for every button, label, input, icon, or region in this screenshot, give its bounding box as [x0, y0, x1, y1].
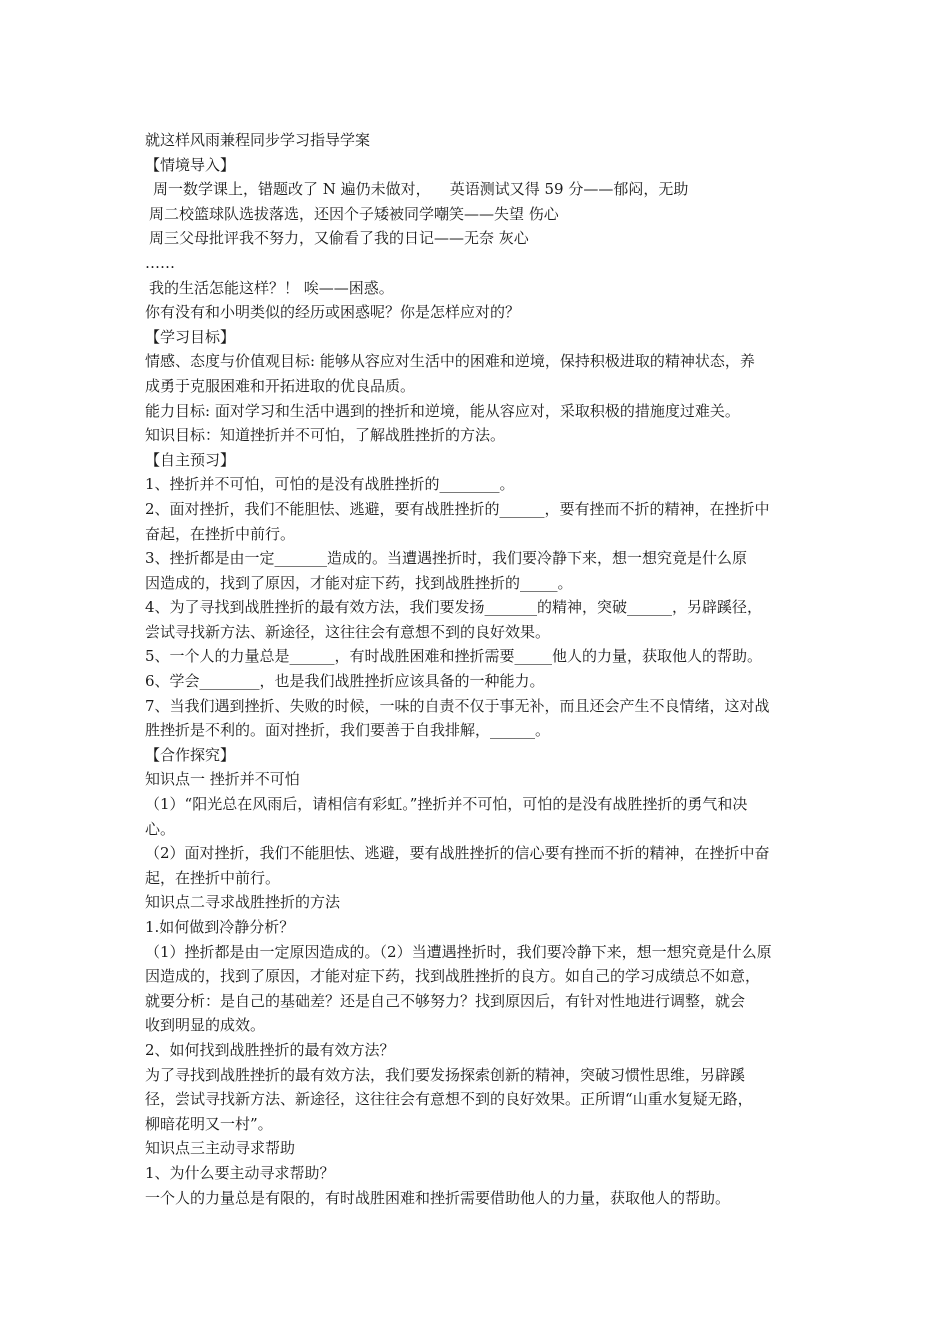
section-heading-intro: 【情境导入】	[145, 155, 236, 174]
intro-line: ……	[145, 253, 175, 272]
preview-line: 因造成的，找到了原因，才能对症下药，找到战胜挫折的_____。	[145, 573, 573, 592]
explore-line: 就要分析：是自己的基础差？还是自己不够努力？找到原因后，有针对性地进行调整，就会	[145, 991, 746, 1010]
document-body	[145, 128, 815, 1210]
preview-line: 3、挫折都是由一定_______造成的。当遭遇挫折时，我们要冷静下来，想一想究竟是什么原	[145, 549, 748, 568]
explore-line: 柳暗花明又一村”。	[145, 1114, 273, 1133]
explore-line: 收到明显的成效。	[145, 1016, 266, 1035]
intro-line: 周一数学课上，错题改了 N 遍仍未做对， 英语测试又得 59 分——郁闷，无助	[153, 180, 689, 199]
explore-line: （2）面对挫折，我们不能胆怯、逃避，要有战胜挫折的信心要有挫而不折的精神，在挫折中奋	[145, 844, 770, 863]
goals-line: 成勇于克服困难和开拓进取的优良品质。	[145, 376, 416, 395]
intro-line: 我的生活怎能这样？！ 唉——困惑。	[149, 278, 394, 297]
goals-line: 能力目标: 面对学习和生活中遇到的挫折和逆境，能从容应对，采取积极的措施度过难关。	[145, 401, 740, 420]
preview-line: 7、当我们遇到挫折、失败的时候，一味的自责不仅于事无补，而且还会产生不良情绪，这对战	[145, 696, 770, 715]
explore-line: 1.如何做到冷静分析？	[145, 918, 295, 936]
preview-line: 奋起，在挫折中前行。	[145, 524, 296, 543]
section-heading-preview: 【自主预习】	[145, 450, 236, 469]
preview-line: 1、挫折并不可怕，可怕的是没有战胜挫折的________。	[145, 475, 515, 494]
explore-line: 起，在挫折中前行。	[145, 868, 281, 887]
explore-line: （1）挫折都是由一定原因造成的。（2）当遭遇挫折时，我们要冷静下来，想一想究竟是什么原	[145, 942, 772, 961]
explore-line: 径，尝试寻找新方法、新途径，这往往会有意想不到的良好效果。正所谓“山重水复疑无路，	[145, 1090, 753, 1109]
section-heading-goals: 【学习目标】	[145, 327, 236, 346]
preview-line: 尝试寻找新方法、新途径，这往往会有意想不到的良好效果。	[145, 622, 551, 641]
explore-line: 知识点一 挫折并不可怕	[145, 770, 300, 789]
section-heading-explore: 【合作探究】	[145, 745, 236, 764]
explore-line: 因造成的，找到了原因，才能对症下药，找到战胜挫折的良方。如自己的学习成绩总不如意，	[145, 967, 761, 986]
explore-line: 1、为什么要主动寻求帮助？	[145, 1163, 335, 1182]
preview-line: 4、为了寻找到战胜挫折的最有效方法，我们要发扬_______的精神，突破______，另辟蹊径，	[145, 598, 763, 617]
explore-line: 2、如何找到战胜挫折的最有效方法？	[145, 1040, 395, 1059]
intro-line: 你有没有和小明类似的经历或困惑呢？你是怎样应对的？	[145, 303, 521, 322]
intro-line: 周三父母批评我不努力，又偷看了我的日记——无奈 灰心	[149, 229, 529, 248]
preview-line: 胜挫折是不利的。面对挫折，我们要善于自我排解，______。	[145, 721, 551, 740]
preview-line: 6、学会________，也是我们战胜挫折应该具备的一种能力。	[145, 672, 545, 691]
document-title: 就这样风雨兼程同步学习指导学案	[145, 131, 371, 149]
preview-line: 2、面对挫折，我们不能胆怯、逃避，要有战胜挫折的______，要有挫而不折的精神，在挫折中	[145, 499, 770, 518]
explore-line: 为了寻找到战胜挫折的最有效方法，我们要发扬探索创新的精神，突破习惯性思维，另辟蹊	[145, 1065, 746, 1084]
explore-line: 知识点二寻求战胜挫折的方法	[145, 893, 341, 912]
preview-line: 5、一个人的力量总是______，有时战胜困难和挫折需要_____他人的力量，获取他人的帮助。	[145, 647, 763, 666]
goals-line: 情感、态度与价值观目标: 能够从容应对生活中的困难和逆境，保持积极进取的精神状态，养	[145, 352, 755, 371]
goals-line: 知识目标：知道挫折并不可怕，了解战胜挫折的方法。	[145, 426, 506, 445]
explore-line: （1）“阳光总在风雨后，请相信有彩虹。”挫折并不可怕，可怕的是没有战胜挫折的勇气和决	[145, 795, 748, 814]
explore-line: 知识点三主动寻求帮助	[145, 1139, 296, 1158]
explore-line: 一个人的力量总是有限的，有时战胜困难和挫折需要借助他人的力量，获取他人的帮助。	[145, 1188, 731, 1207]
explore-line: 心。	[145, 819, 176, 838]
intro-line: 周二校篮球队选拔落选，还因个子矮被同学嘲笑——失望 伤心	[149, 204, 559, 223]
